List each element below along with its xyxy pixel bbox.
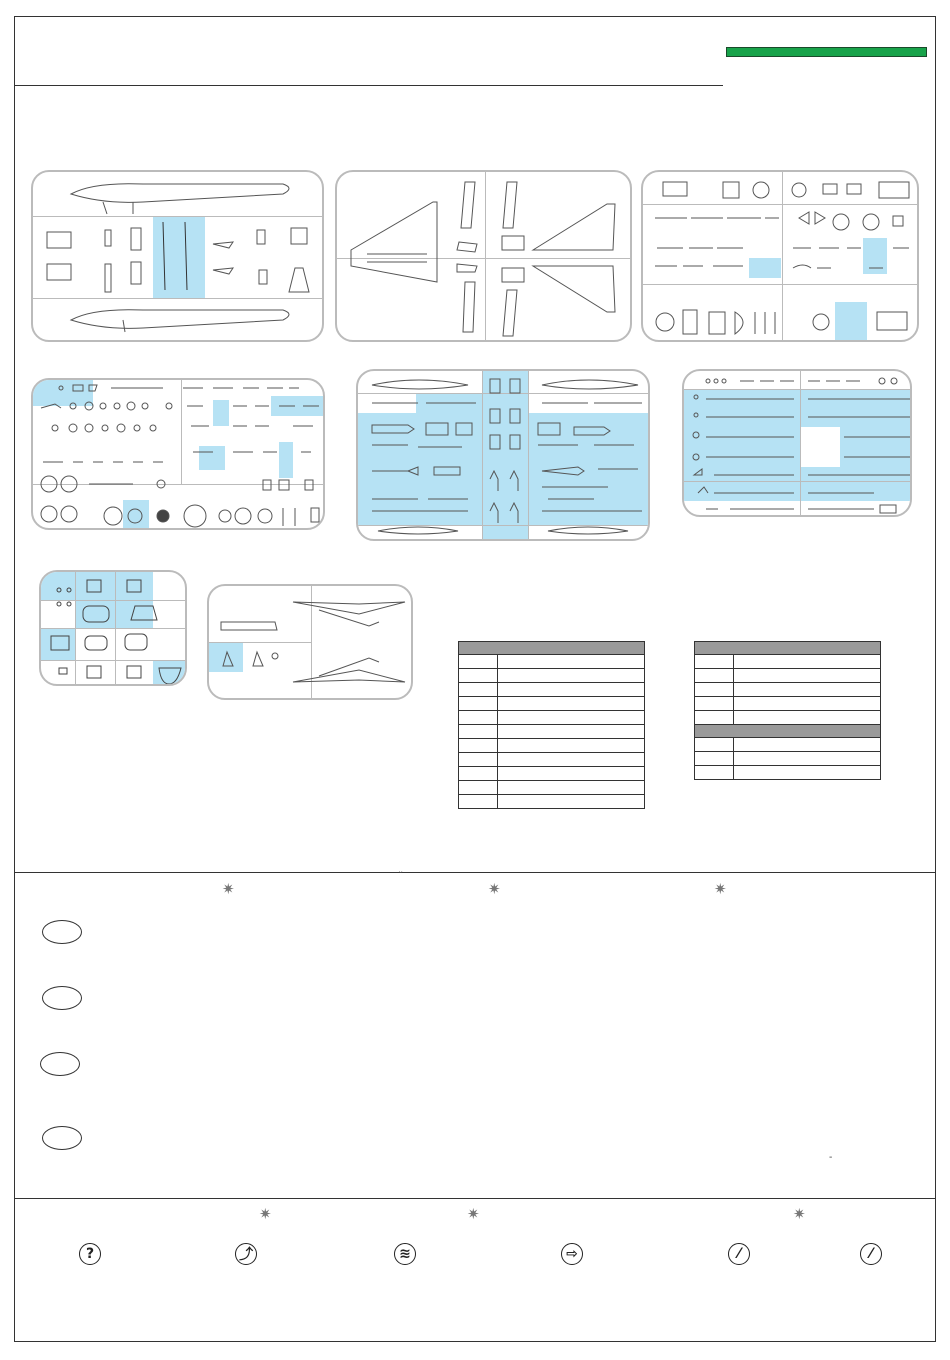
dash-mark: - [829,1152,833,1163]
star-icon: ✷ [714,881,727,898]
tank-parts-drawing [209,586,413,700]
fuselage-parts-drawing [33,172,324,342]
table-row [459,753,645,767]
table-header [459,642,645,655]
sprue-fuselage [31,170,324,342]
table-row [459,781,645,795]
table-row [695,655,881,669]
table-row [695,669,881,683]
chevron-mark: ˇ [399,871,403,882]
sprue-tanks [207,584,413,700]
rotate-arrow-icon: ⤴ [235,1243,257,1265]
spring-icon: ≋ [394,1243,416,1265]
table-row [695,697,881,711]
table-row [459,795,645,809]
step-marker-4 [42,1126,82,1150]
small-parts-drawing [684,371,912,517]
star-icon: ✷ [222,881,235,898]
table-row [695,683,881,697]
footer-divider [14,1198,936,1199]
cockpit-parts-drawing [643,172,919,342]
table-row [695,766,881,780]
table-row [459,739,645,753]
table-row [459,767,645,781]
section-divider [14,872,936,873]
table-row [459,655,645,669]
header-color-bar [726,47,927,57]
direction-arrow-icon: ⇨ [561,1243,583,1265]
table-row [459,711,645,725]
table-header [695,642,881,655]
sprue-weapons [356,369,650,541]
legend-table-right [694,641,881,780]
step-marker-3 [40,1052,80,1076]
knife-icon: ⁄ [860,1243,882,1265]
star-icon: ✷ [467,1206,480,1223]
sprue-landing-gear [31,378,325,530]
file-icon: ⁄ [728,1243,750,1265]
header-underline [14,85,723,86]
clear-parts-drawing [41,572,187,686]
legend-table-left [458,641,645,809]
table-row [459,725,645,739]
sprue-wings [335,170,632,342]
star-icon: ✷ [488,881,501,898]
question-icon: ? [79,1243,101,1265]
table-row [459,669,645,683]
sprue-clear [39,570,187,686]
table-row [459,683,645,697]
wing-parts-drawing [337,172,632,342]
star-icon: ✷ [793,1206,806,1223]
step-marker-2 [42,986,82,1010]
sprue-cockpit [641,170,919,342]
step-marker-1 [42,920,82,944]
table-row [695,752,881,766]
star-icon: ✷ [259,1206,272,1223]
table-header [695,725,881,738]
table-row [459,697,645,711]
table-row [695,711,881,725]
landing-gear-parts-drawing [33,380,325,530]
weapons-parts-drawing [358,371,650,541]
sprue-small-parts [682,369,912,517]
table-row [695,738,881,752]
